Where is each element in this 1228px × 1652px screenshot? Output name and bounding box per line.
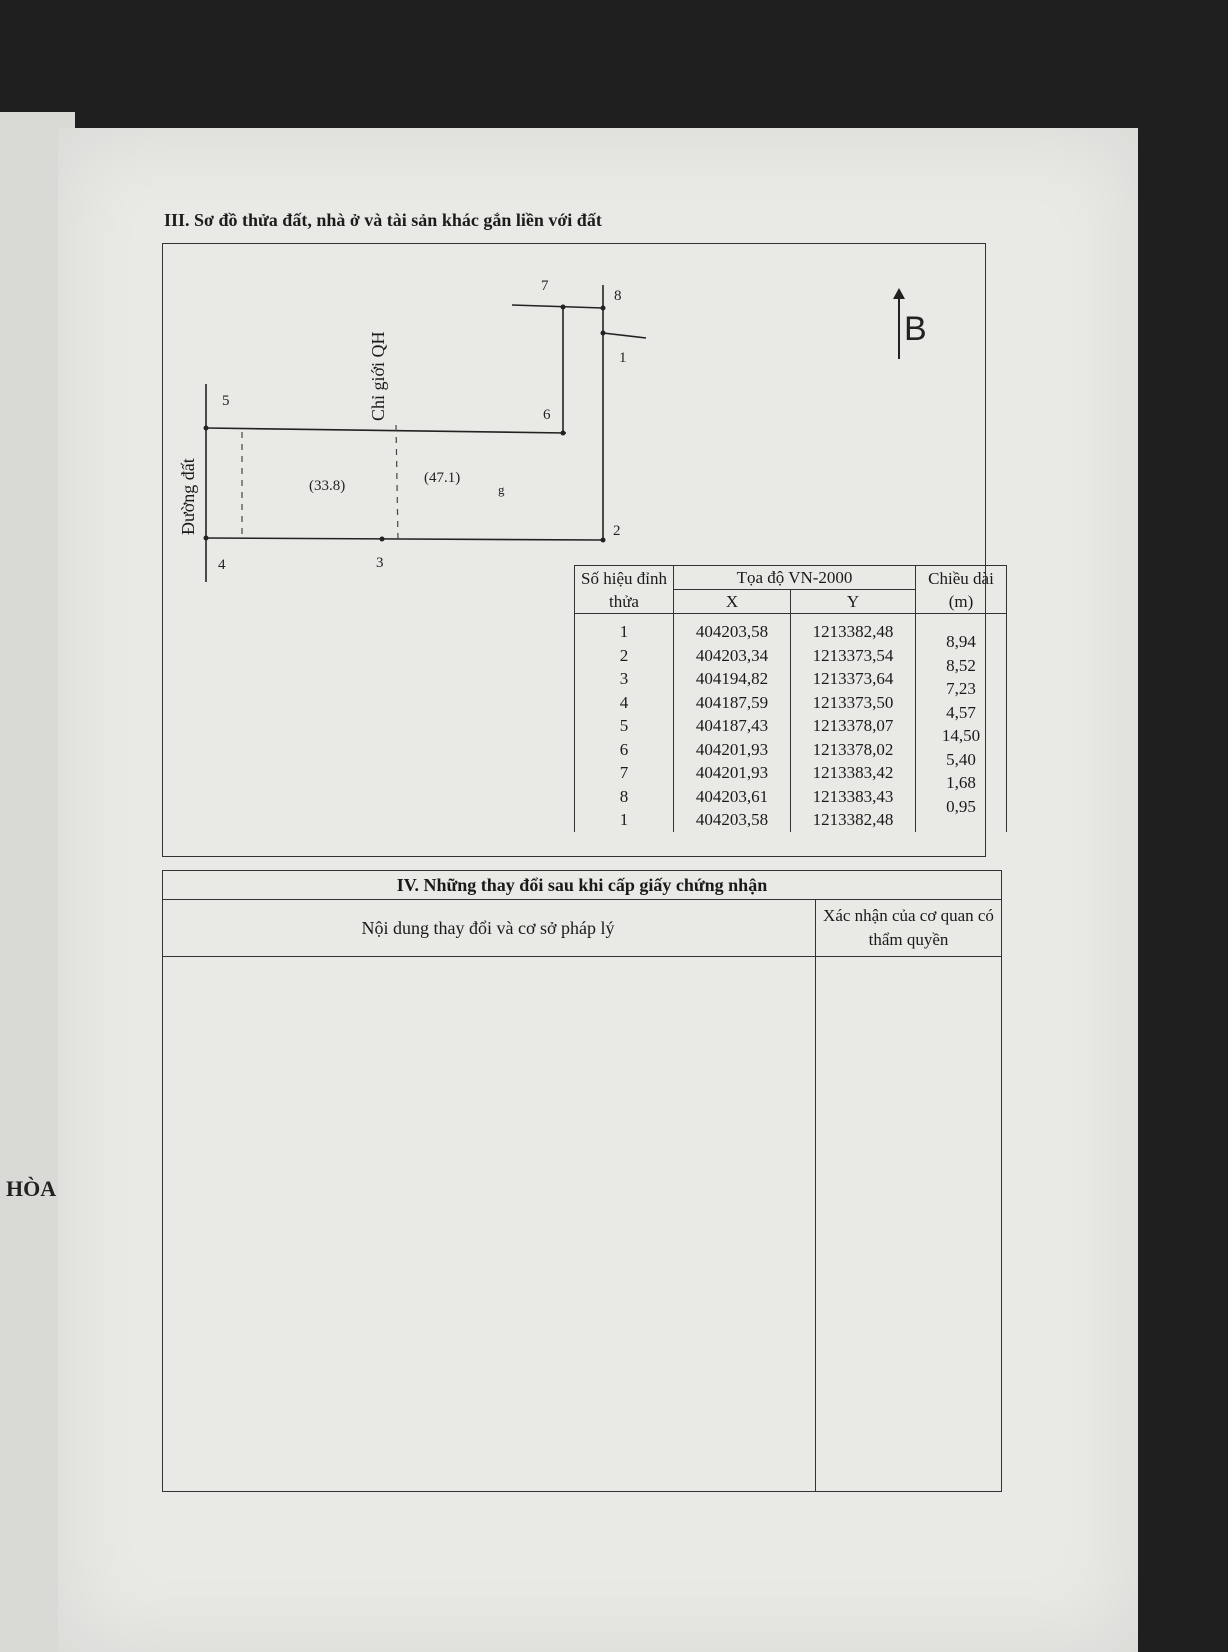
edge-length: 8,52 (946, 655, 976, 675)
edge-length: 7,23 (946, 679, 976, 698)
cell-id: 6 (575, 738, 674, 762)
cell-id: 5 (575, 714, 674, 738)
edge-length: 1,68 (946, 773, 976, 792)
cell-id: 7 (575, 761, 674, 785)
header-coordinates: Tọa độ VN-2000 (674, 566, 916, 590)
coordinate-rows (575, 614, 1007, 832)
cell-id: 8 (575, 785, 674, 809)
edge-length: 4,57 (946, 702, 976, 722)
changes-section-box (162, 870, 1002, 1492)
header-y: Y (791, 590, 916, 614)
area-right-label: (47.1) (424, 470, 461, 486)
vertex-marker (380, 537, 385, 542)
area-left-label: (33.8) (309, 478, 346, 494)
point-label-1: 1 (619, 350, 627, 366)
table-row (575, 614, 1007, 644)
cell-x: 404201,93 (674, 738, 791, 762)
cell-y: 1213373,64 (791, 667, 916, 691)
cell-x: 404194,82 (674, 667, 791, 691)
vertex-marker (601, 538, 606, 543)
planning-boundary-line (396, 425, 398, 540)
cell-y: 1213378,02 (791, 738, 916, 762)
vertex-marker (204, 536, 209, 541)
north-arrow-icon (898, 297, 900, 359)
edge-length: 0,95 (946, 796, 976, 816)
plot-bottom-edge (206, 538, 603, 540)
left-page-text: HÒA (6, 1176, 57, 1201)
cell-y: 1213382,48 (791, 808, 916, 832)
cell-id: 2 (575, 644, 674, 668)
planning-boundary-label: Chỉ giới QH (368, 331, 388, 421)
cell-x: 404203,34 (674, 644, 791, 668)
authority-confirmation-header: Xác nhận của cơ quan có thẩm quyền (815, 900, 1001, 956)
north-label: B (904, 310, 927, 348)
changes-header-row (163, 900, 1001, 957)
vertex-marker (601, 331, 606, 336)
cell-y: 1213382,48 (791, 614, 916, 644)
point-label-4: 4 (218, 557, 226, 573)
point-label-8: 8 (614, 288, 622, 304)
point-label-3: 3 (376, 555, 384, 571)
cell-x: 404187,43 (674, 714, 791, 738)
point-label-2: 2 (613, 523, 621, 539)
cell-id: 1 (575, 808, 674, 832)
cell-y: 1213383,42 (791, 761, 916, 785)
edge-length: 5,40 (946, 749, 976, 769)
cell-id: 1 (575, 614, 674, 644)
cell-y: 1213373,50 (791, 691, 916, 715)
section-3-title: III. Sơ đồ thửa đất, nhà ở và tài sản khác gắn liền với đất (164, 210, 602, 230)
vertex-marker (561, 431, 566, 436)
point-label-5: 5 (222, 393, 230, 409)
cell-x: 404203,58 (674, 614, 791, 644)
cell-x: 404203,61 (674, 785, 791, 809)
section-4-title: IV. Những thay đổi sau khi cấp giấy chứng nhận (163, 871, 1001, 900)
header-x: X (674, 590, 791, 614)
cell-x: 404203,58 (674, 808, 791, 832)
cell-id: 3 (575, 667, 674, 691)
cell-y: 1213378,07 (791, 714, 916, 738)
notch-tick (603, 333, 646, 338)
changes-content-header: Nội dung thay đổi và cơ sở pháp lý (361, 918, 615, 938)
vertex-marker (601, 306, 606, 311)
vertex-marker (204, 426, 209, 431)
length-column (916, 614, 1007, 832)
cell-y: 1213373,54 (791, 644, 916, 668)
point-label-6: 6 (543, 407, 551, 423)
edge-length: 8,94 (946, 632, 976, 651)
column-divider (815, 956, 816, 1491)
header-length: Chiều dài (m) (916, 566, 1007, 614)
header-vertex-id: Số hiệu đỉnh thửa (575, 566, 674, 614)
cell-x: 404201,93 (674, 761, 791, 785)
road-label: Đường đất (178, 458, 198, 535)
cell-y: 1213383,43 (791, 785, 916, 809)
edge-length: 14,50 (941, 726, 981, 745)
coordinate-table (574, 565, 1007, 832)
point-label-7: 7 (541, 278, 549, 294)
cell-x: 404187,59 (674, 691, 791, 715)
vertex-marker (561, 305, 566, 310)
extra-mark: g (498, 482, 505, 497)
plot-top-edge (206, 428, 566, 433)
notch-edge-7-8 (512, 305, 603, 308)
cell-id: 4 (575, 691, 674, 715)
